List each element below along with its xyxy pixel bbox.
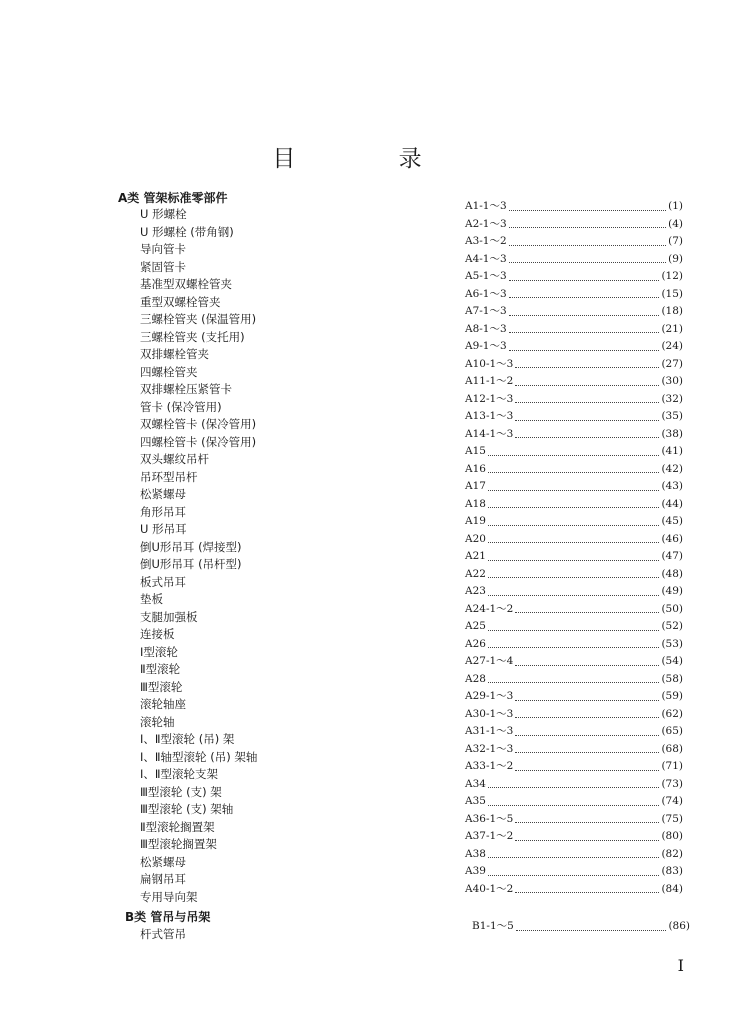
page-ref: (4): [668, 217, 683, 230]
dot-leader: [488, 636, 659, 649]
toc-entry-name: 四螺栓管夹: [140, 364, 198, 379]
page-ref: (35): [661, 410, 683, 422]
dot-leader: [515, 373, 659, 386]
toc-entry-name: Ⅲ型滚轮 (支) 架轴: [140, 802, 234, 816]
toc-entry-ref: [465, 776, 683, 794]
page-ref: (24): [661, 340, 683, 352]
page-ref: (41): [661, 445, 683, 457]
ref-code: A17: [465, 480, 486, 492]
page-ref: (45): [661, 515, 683, 527]
page-ref: (62): [661, 707, 683, 720]
page-ref: (58): [661, 672, 683, 685]
page-ref: (1): [668, 200, 683, 212]
ref-code: A1-1～3: [465, 200, 507, 212]
toc-entry-ref: [465, 303, 683, 321]
ref-code: A8-1～3: [465, 322, 507, 335]
toc-entry-ref: [465, 356, 683, 374]
page-ref: (15): [661, 287, 683, 300]
dot-leader: [488, 618, 659, 631]
toc-entry-name: 三螺栓管夹 (保温管用): [140, 312, 257, 326]
page-ref: (75): [661, 812, 683, 825]
dot-leader: [515, 723, 659, 736]
toc-entry-name: 吊环型吊杆: [140, 469, 198, 484]
ref-code: A25: [465, 620, 486, 632]
dot-leader: [509, 268, 660, 281]
dot-leader: [488, 846, 659, 859]
toc-entry-ref: [465, 251, 683, 269]
ref-code: A20: [465, 532, 486, 545]
toc-entry-ref: [465, 338, 683, 356]
toc-entry-ref: [465, 373, 683, 391]
toc-entry-ref: [465, 268, 683, 286]
ref-code: A32-1～3: [465, 742, 514, 755]
ref-code: A33-1～2: [465, 760, 514, 772]
ref-code: A26: [465, 637, 486, 650]
page-ref: (65): [661, 725, 683, 737]
toc-entry-ref: [465, 583, 683, 601]
page-ref: (7): [668, 235, 683, 247]
toc-entry-name: 板式吊耳: [140, 574, 186, 589]
page-ref: (59): [661, 690, 683, 702]
dot-leader: [488, 461, 659, 474]
toc-entry-ref: [465, 408, 683, 426]
toc-entry-ref: [465, 653, 683, 671]
toc-entry-ref: [465, 758, 683, 776]
page-ref: (9): [668, 252, 683, 265]
ref-code: A9-1～3: [465, 340, 507, 352]
dot-leader: [488, 583, 659, 596]
page-ref: (42): [661, 462, 683, 475]
ref-code: A35: [465, 795, 486, 807]
toc-entry-ref: [465, 881, 683, 899]
toc-entry-ref: [465, 706, 683, 724]
ref-code: A23: [465, 585, 486, 597]
ref-code: A18: [465, 497, 486, 510]
page-ref: (18): [661, 305, 683, 317]
dot-leader: [488, 566, 659, 579]
toc-entry-ref: [465, 513, 683, 531]
ref-code: A13-1～3: [465, 410, 514, 422]
dot-leader: [488, 478, 659, 491]
ref-code: A27-1～4: [465, 655, 514, 667]
ref-code: A7-1～3: [465, 305, 507, 317]
toc-entry-ref: [465, 286, 683, 304]
page-ref: (68): [661, 742, 683, 755]
page-ref: (47): [661, 550, 683, 562]
ref-code: A16: [465, 462, 486, 475]
ref-code: A34: [465, 777, 486, 790]
dot-leader: [515, 688, 659, 701]
dot-leader: [488, 863, 659, 876]
dot-leader: [515, 653, 659, 666]
page-ref: (71): [661, 760, 683, 772]
dot-leader: [509, 216, 666, 229]
toc-entry-name: 松紧螺母: [140, 854, 186, 869]
toc-entry-ref: [465, 426, 683, 444]
toc-entry-ref: [465, 688, 683, 706]
ref-code: A6-1～3: [465, 287, 507, 300]
page-ref: (46): [661, 532, 683, 545]
toc-entry-ref: [465, 443, 683, 461]
toc-entry-name: 倒U形吊耳 (焊接型): [140, 539, 242, 554]
toc-entry-name: 双排螺栓管夹: [140, 347, 209, 361]
dot-leader: [515, 356, 659, 369]
ref-code: A12-1～3: [465, 392, 514, 405]
ref-code: B1-1～5: [472, 920, 514, 932]
page-ref: (53): [661, 637, 683, 650]
ref-code: A22: [465, 567, 486, 580]
ref-code: A29-1～3: [465, 690, 514, 702]
dot-leader: [509, 251, 666, 264]
ref-code: A2-1～3: [465, 217, 507, 230]
toc-entry-name: 紧固管卡: [140, 259, 186, 274]
ref-code: A4-1～3: [465, 252, 507, 265]
toc-entry-ref: [465, 548, 683, 566]
toc-entry-ref: [465, 618, 683, 636]
page-ref: (50): [661, 602, 683, 615]
ref-code: A24-1～2: [465, 602, 514, 615]
page-ref: (84): [661, 882, 683, 895]
dot-leader: [488, 671, 659, 684]
dot-leader: [515, 758, 659, 771]
toc-entry-name: 专用导向架: [140, 889, 198, 904]
dot-leader: [515, 391, 659, 404]
toc-entry-ref: [465, 216, 683, 234]
toc-entry-name: 支腿加强板: [140, 609, 198, 624]
page-ref: (86): [668, 920, 690, 932]
toc-entry-name: 重型双螺栓管夹: [140, 294, 221, 309]
toc-entry-name: Ⅰ型滚轮: [140, 644, 178, 659]
toc-entry-name: Ⅲ型滚轮: [140, 679, 183, 694]
ref-code: A30-1～3: [465, 707, 514, 720]
toc-entry-ref: [465, 478, 683, 496]
toc-entry-name: 扁钢吊耳: [140, 872, 186, 886]
dot-leader: [488, 443, 659, 456]
toc-entry-ref: [465, 531, 683, 549]
ref-code: A39: [465, 865, 486, 877]
toc-entry-ref: [472, 918, 690, 936]
toc-entry-name: 滚轮轴: [140, 714, 175, 729]
ref-code: A28: [465, 672, 486, 685]
toc-entry-name: 角形吊耳: [140, 504, 186, 519]
page-ref: (21): [661, 322, 683, 335]
section-a-refs: [465, 198, 683, 898]
ref-code: A37-1～2: [465, 830, 514, 842]
page-ref: (74): [661, 795, 683, 807]
dot-leader: [488, 531, 659, 544]
ref-code: A10-1～3: [465, 357, 514, 370]
page-title: 目 录: [272, 146, 470, 172]
toc-entry-name: Ⅲ型滚轮 (支) 架: [140, 784, 222, 799]
page-ref: (30): [661, 375, 683, 387]
toc-entry-ref: [465, 846, 683, 864]
page-ref: (73): [661, 777, 683, 790]
page-ref: (12): [661, 270, 683, 282]
dot-leader: [509, 198, 666, 211]
toc-entry-ref: [465, 828, 683, 846]
toc-entry-name: 连接板: [140, 627, 175, 641]
toc-entry-name: Ⅰ、Ⅱ轴型滚轮 (吊) 架轴: [140, 749, 258, 764]
dot-leader: [509, 233, 666, 246]
toc-entry-ref: [465, 671, 683, 689]
page-number: I: [677, 956, 684, 975]
toc-entry-name: 四螺栓管卡 (保冷管用): [140, 434, 257, 449]
page-ref: (54): [661, 655, 683, 667]
page-ref: (27): [661, 357, 683, 370]
toc-entry-name: U 形吊耳: [140, 522, 187, 536]
dot-leader: [515, 881, 659, 894]
ref-code: A5-1～3: [465, 270, 507, 282]
ref-code: A31-1～3: [465, 725, 514, 737]
dot-leader: [515, 408, 659, 421]
dot-leader: [515, 706, 659, 719]
dot-leader: [515, 426, 659, 439]
page-ref: (83): [661, 865, 683, 877]
toc-entry-name: 双头螺纹吊杆: [140, 452, 209, 466]
toc-entry-name: Ⅰ、Ⅱ型滚轮 (吊) 架: [140, 732, 235, 746]
page-ref: (44): [661, 497, 683, 510]
toc-entry-ref: [465, 636, 683, 654]
toc-entry-ref: [465, 566, 683, 584]
section-a-names: [140, 206, 257, 906]
page-ref: (82): [661, 847, 683, 860]
toc-entry-name: 管卡 (保冷管用): [140, 399, 222, 414]
ref-code: A19: [465, 515, 486, 527]
page-ref: (52): [661, 620, 683, 632]
ref-code: A38: [465, 847, 486, 860]
toc-entry-name: U 形螺栓 (带角钢): [140, 224, 234, 239]
ref-code: A21: [465, 550, 486, 562]
ref-code: A15: [465, 445, 486, 457]
toc-entry-name: 杆式管吊: [140, 927, 186, 941]
page-ref: (32): [661, 392, 683, 405]
toc-entry-name: Ⅱ型滚轮: [140, 662, 181, 676]
dot-leader: [515, 811, 659, 824]
dot-leader: [509, 286, 660, 299]
page-ref: (43): [661, 480, 683, 492]
toc-entry-ref: [465, 723, 683, 741]
toc-entry-name: Ⅲ型滚轮搁置架: [140, 837, 217, 851]
toc-entry-ref: [465, 863, 683, 881]
page-ref: (80): [661, 830, 683, 842]
dot-leader: [509, 338, 660, 351]
ref-code: A11-1～2: [465, 375, 514, 387]
toc-entry-name: 导向管卡: [140, 242, 186, 256]
section-b-heading: B类 管吊与吊架: [125, 910, 211, 924]
dot-leader: [515, 601, 659, 614]
page-ref: (48): [661, 567, 683, 580]
page-ref: (49): [661, 585, 683, 597]
toc-entry-ref: [465, 741, 683, 759]
toc-entry-name: 三螺栓管夹 (支托用): [140, 329, 245, 344]
toc-entry-name: 基准型双螺栓管夹: [140, 277, 232, 291]
toc-entry-ref: [465, 233, 683, 251]
toc-entry-ref: [465, 391, 683, 409]
toc-entry-ref: [465, 793, 683, 811]
dot-leader: [509, 321, 660, 334]
toc-entry-ref: [465, 461, 683, 479]
toc-entry-name: U 形螺栓: [140, 207, 187, 221]
toc-entry-ref: [465, 811, 683, 829]
ref-code: A36-1～5: [465, 812, 514, 825]
toc-entry-name: Ⅰ、Ⅱ型滚轮支架: [140, 767, 219, 781]
toc-entry-ref: [465, 496, 683, 514]
dot-leader: [488, 513, 659, 526]
toc-entry-ref: [465, 198, 683, 216]
dot-leader: [515, 828, 659, 841]
toc-entry-name: 垫板: [140, 592, 163, 606]
toc-entry-ref: [465, 321, 683, 339]
dot-leader: [488, 496, 659, 509]
toc-entry-name: 滚轮轴座: [140, 697, 186, 711]
ref-code: A40-1～2: [465, 882, 514, 895]
toc-entry-name: 松紧螺母: [140, 487, 186, 501]
dot-leader: [488, 776, 659, 789]
ref-code: A14-1～3: [465, 427, 514, 440]
dot-leader: [488, 793, 659, 806]
dot-leader: [509, 303, 660, 316]
dot-leader: [488, 548, 659, 561]
dot-leader: [515, 741, 659, 754]
toc-entry-name: 倒U形吊耳 (吊杆型): [140, 557, 242, 571]
dot-leader: [516, 918, 667, 931]
ref-code: A3-1～2: [465, 235, 507, 247]
toc-entry-name: 双螺栓管卡 (保冷管用): [140, 417, 257, 431]
toc-entry-name: Ⅱ型滚轮搁置架: [140, 819, 215, 834]
toc-entry-ref: [465, 601, 683, 619]
toc-entry-name: 双排螺栓压紧管卡: [140, 382, 232, 396]
section-a-heading: A类 管架标准零部件: [118, 191, 228, 205]
page-ref: (38): [661, 427, 683, 440]
